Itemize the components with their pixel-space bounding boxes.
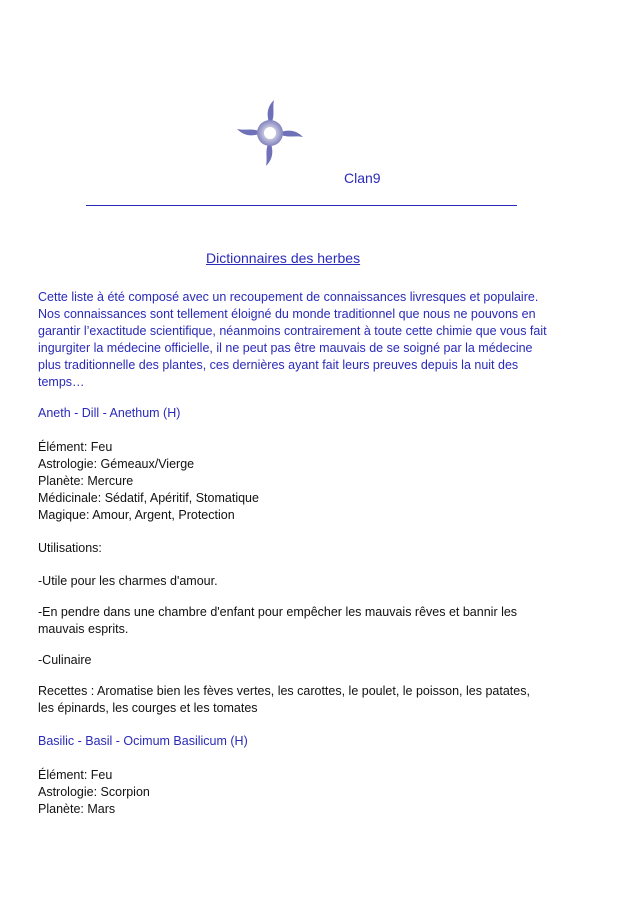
page-title: Dictionnaires des herbes <box>206 250 361 266</box>
use-item: -Utile pour les charmes d'amour. <box>38 574 218 588</box>
header-divider <box>86 205 517 206</box>
intro-line: Nos connaissances sont tellement éloigné du monde traditionnel que nous ne pouvons en <box>38 307 536 321</box>
herb-element: Élément: Feu <box>38 440 113 454</box>
herb-magique: Magique: Amour, Argent, Protection <box>38 508 235 522</box>
herb-planete: Planète: Mercure <box>38 474 134 488</box>
herb-medicinale: Médicinale: Sédatif, Apéritif, Stomatique <box>38 491 259 505</box>
use-item: -Culinaire <box>38 653 92 667</box>
intro-line: garantir l’exactitude scientifique, néanmoins contrairement à toute cette chimie que vous fait <box>38 324 547 338</box>
herb-astrologie: Astrologie: Scorpion <box>38 785 150 799</box>
herb-heading: Aneth - Dill - Anethum (H) <box>38 406 181 420</box>
herb-planete: Planète: Mars <box>38 802 116 816</box>
herb-heading: Basilic - Basil - Ocimum Basilicum (H) <box>38 734 248 748</box>
intro-line: Cette liste à été composé avec un recoupement de connaissances livresques et populaire. <box>38 290 539 304</box>
herb-astrologie: Astrologie: Gémeaux/Vierge <box>38 457 195 471</box>
recipes-text: Recettes : Aromatise bien les fèves vertes, les carottes, le poulet, le poisson, les patates, <box>38 684 530 698</box>
use-item: mauvais esprits. <box>38 622 129 636</box>
intro-line: ingurgiter la médecine officielle, il ne peut pas être mauvais de se soigné par la médecine <box>38 341 533 355</box>
brand-name: Clan9 <box>344 170 381 186</box>
intro-line: temps… <box>38 375 85 389</box>
herb-element: Élément: Feu <box>38 768 113 782</box>
recipes-text: les épinards, les courges et les tomates <box>38 701 258 715</box>
four-petal-ornament-icon <box>236 98 304 168</box>
intro-line: plus traditionnelle des plantes, ces dernières ayant fait leurs preuves depuis la nuit des <box>38 358 519 372</box>
uses-heading: Utilisations: <box>38 541 102 555</box>
use-item: -En pendre dans une chambre d'enfant pour empêcher les mauvais rêves et bannir les <box>38 605 518 619</box>
